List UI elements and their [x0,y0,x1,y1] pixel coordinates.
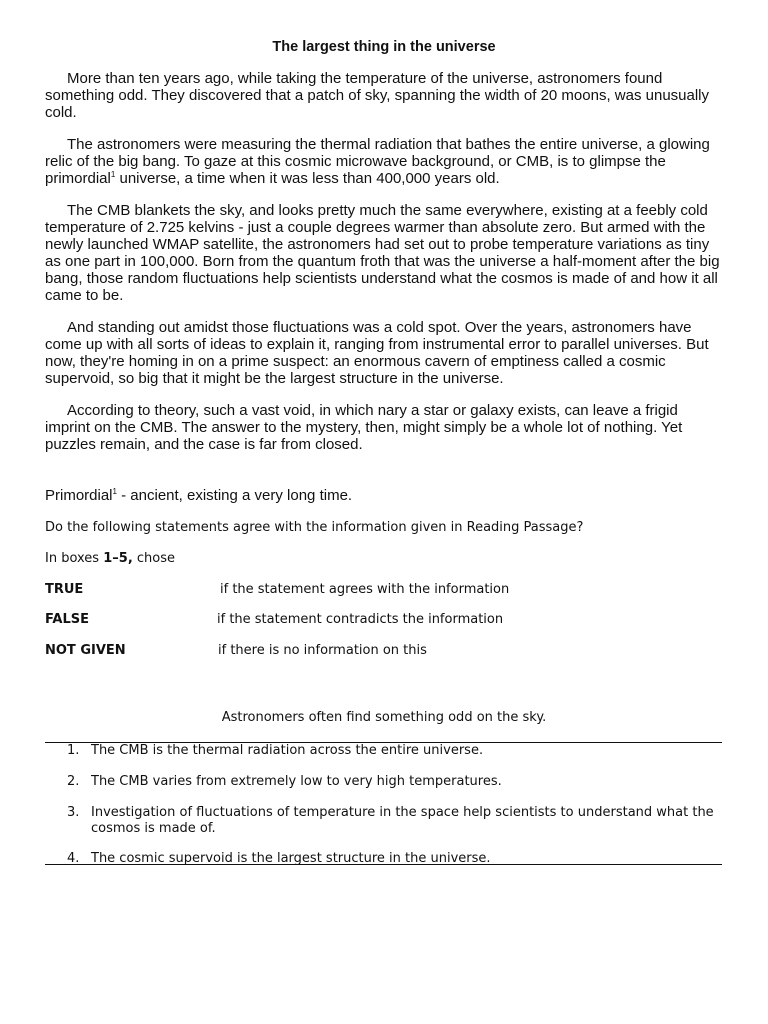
boxes-suffix: chose [132,551,176,566]
statements-caption: Astronomers often find something odd on the sky. [221,710,547,725]
paragraph-5: According to theory, such a vast void, in which nary a star or galaxy exists, can leave a frigid imprint on the CMB. The answer to the mystery, then, might simply be a whole lot of nothing. Yet puzzles remain, and the case is far from closed. [45,402,683,453]
answer-key-false-description: if the statement contradicts the information [217,612,504,627]
paragraph-2-start: The astronomers were measuring the thermal radiation that bathes the entire universe, a glowing relic of the big bang. To gaze at this cosmic microwave background, or CMB, is to glimpse the primordial [45,136,710,187]
answer-key-not-given-description: if there is no information on this [218,643,427,658]
paragraph-1: More than ten years ago, while taking the temperature of the universe, astronomers found something odd. They discovered that a patch of sky, spanning the width of 20 moons, was unusually cold. [45,70,710,121]
footnote-term: Primordial [45,487,113,504]
statement-number: 1. [67,743,80,758]
statement-text: Investigation of fluctuations of temperature in the space help scientists to understand what the cosmos is made of. [91,805,714,836]
statement-text: The CMB is the thermal radiation across the entire universe. [91,743,484,758]
passage-title: The largest thing in the universe [272,39,496,55]
reading-passage [45,70,727,468]
answer-key-true-label: TRUE [45,582,84,597]
statement-text: The cosmic supervoid is the largest structure in the universe. [91,851,491,866]
paragraph-3: The CMB blankets the sky, and looks pretty much the same everywhere, existing at a feebly cold temperature of 2.725 kelvins - just a couple degrees warmer than absolute zero. But armed with the newly launched WMAP satellite, the astronomers had set out to probe temperature variations as tiny as one part in 100,000. Born from the quantum froth that was the universe a half-moment after the big bang, those random fluctuations help scientists understand what the cosmos is made of and how it all came to be. [45,202,720,304]
statement-3 [45,805,722,837]
boxes-prefix: In boxes [45,551,104,566]
statement-text: The CMB varies from extremely low to very high temperatures. [91,774,502,789]
paragraph-2-end: universe, a time when it was less than 400,000 years old. [115,170,500,187]
statement-number: 2. [67,774,80,789]
answer-key-false-label: FALSE [45,612,89,627]
statement-number: 4. [67,851,80,866]
footnote-definition: - ancient, existing a very long time. [116,487,353,504]
paragraph-4: And standing out amidst those fluctuations was a cold spot. Over the years, astronomers have come up with all sorts of ideas to explain it, ranging from instrumental error to parallel universes. But now, they're homing in on a prime suspect: an enormous cavern of emptiness called a cosmic supervoid, so big that it might be the largest structure in the universe. [45,319,709,387]
boxes-range: 1–5 [103,551,128,566]
bottom-divider [45,864,722,865]
instruction-question: Do the following statements agree with the information given in Reading Passage? [45,520,584,535]
footnote-marker: 1 [110,170,116,179]
statement-number: 3. [67,805,80,820]
answer-key-true-description: if the statement agrees with the information [220,582,510,597]
footnote [45,487,352,505]
answer-key-not-given-label: NOT GIVEN [45,643,126,658]
instruction-boxes: In boxes 1–5, chose [45,551,176,566]
paragraph-2 [45,136,727,187]
statement-2 [45,774,722,790]
footnote-term-marker: 1 [112,487,117,496]
statement-1 [45,743,722,759]
